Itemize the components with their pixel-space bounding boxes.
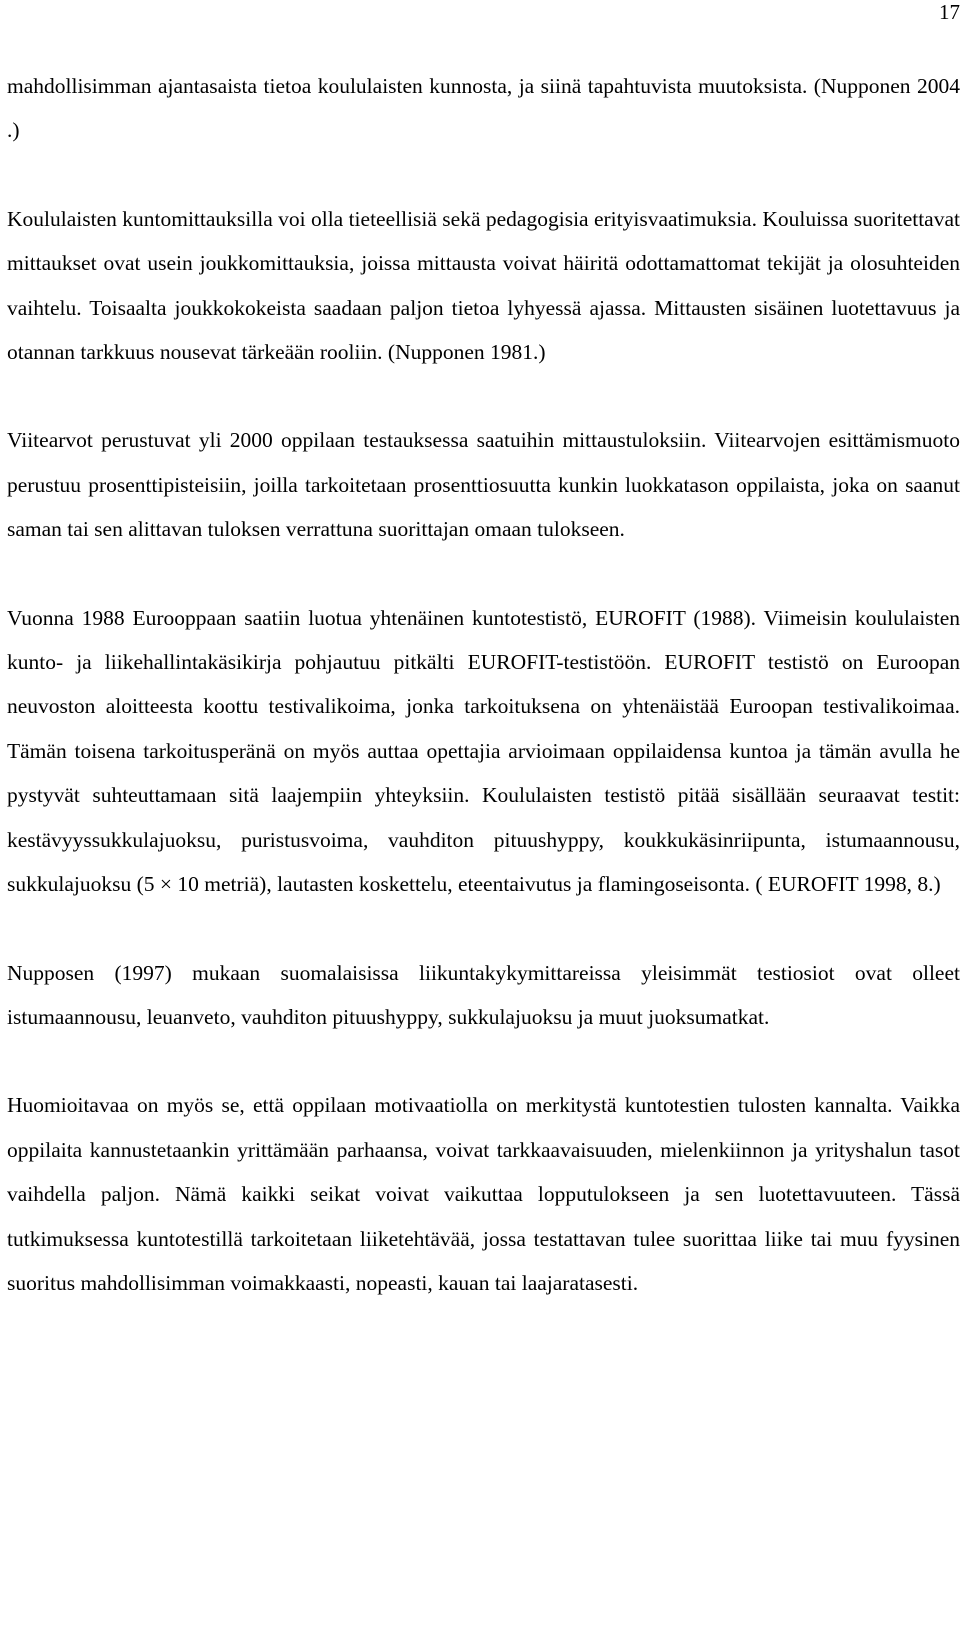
paragraph-2: Koululaisten kuntomittauksilla voi olla tieteellisiä sekä pedagogisia erityisvaatimuksia. Kouluissa suoritettavat mittaukset ovat usein joukkomittauksia, joissa mittausta voivat häiritä odottamattomat tekijät ja olosuhteiden vaihtelu. Toisaalta joukkokokeista saadaan paljon tietoa lyhyessä ajassa. Mittausten sisäinen luotettavuus ja otannan tarkkuus nousevat tärkeään rooliin. (Nupponen 1981.) (7, 206, 960, 365)
paragraph-6: Huomioitavaa on myös se, että oppilaan motivaatiolla on merkitystä kuntotestien tulosten kannalta. Vaikka oppilaita kannustetaankin yrittämään parhaansa, voivat tarkkaavaisuuden, mielenkiinnon ja yrityshalun tasot vaihdella paljon. Nämä kaikki seikat voivat vaikuttaa lopputulokseen ja sen luotettavuuteen. Tässä tutkimuksessa kuntotestillä tarkoitetaan liiketehtävää, jossa testattavan tulee suorittaa liike tai muu fyysinen suoritus mahdollisimman voimakkaasti, nopeasti, kauan tai laajaratasesti. (7, 1093, 960, 1295)
document-body (7, 64, 960, 1349)
paragraph-5: Nupposen (1997) mukaan suomalaisissa liikuntakykymittareissa yleisimmät testiosiot ovat olleet istumaannousu, leuanveto, vauhditon pituushyppy, sukkulajuoksu ja muut juoksumatkat. (7, 960, 960, 1029)
page-number: 17 (939, 0, 960, 24)
paragraph-4: Vuonna 1988 Eurooppaan saatiin luotua yhtenäinen kuntotestistö, EUROFIT (1988). Viimeisin koululaisten kunto- ja liikehallintakäsikirja pohjautuu pitkälti EUROFIT-testistöön. EUROFIT testistö on Euroopan neuvoston aloitteesta koottu testivalikoima, jonka tarkoituksena on yhtenäistää Euroopan testivalikoimaa. Tämän toisena tarkoitusperänä on myös auttaa opettajia arvioimaan oppilaidensa kuntoa ja tämän avulla he pystyvät suhteuttamaan sitä laajempiin yhteyksiin. Koululaisten testistö pitää sisällään seuraavat testit: kestävyyssukkulajuoksu, puristusvoima, vauhditon pituushyppy, koukkukäsinriipunta, istumaannousu, sukkulajuoksu (5 × 10 metriä), lautasten koskettelu, eteentaivutus ja flamingoseisonta. ( EUROFIT 1998, 8.) (7, 605, 960, 897)
paragraph-3: Viitearvot perustuvat yli 2000 oppilaan testauksessa saatuihin mittaustuloksiin. Viitearvojen esittämismuoto perustuu prosenttipisteisiin, joilla tarkoitetaan prosenttiosuutta kunkin luokkatason oppilaista, joka on saanut saman tai sen alittavan tuloksen verrattuna suorittajan omaan tulokseen. (7, 428, 960, 542)
paragraph-1: mahdollisimman ajantasaista tietoa koululaisten kunnosta, ja siinä tapahtuvista muutoksista. (Nupponen 2004 .) (7, 74, 960, 143)
